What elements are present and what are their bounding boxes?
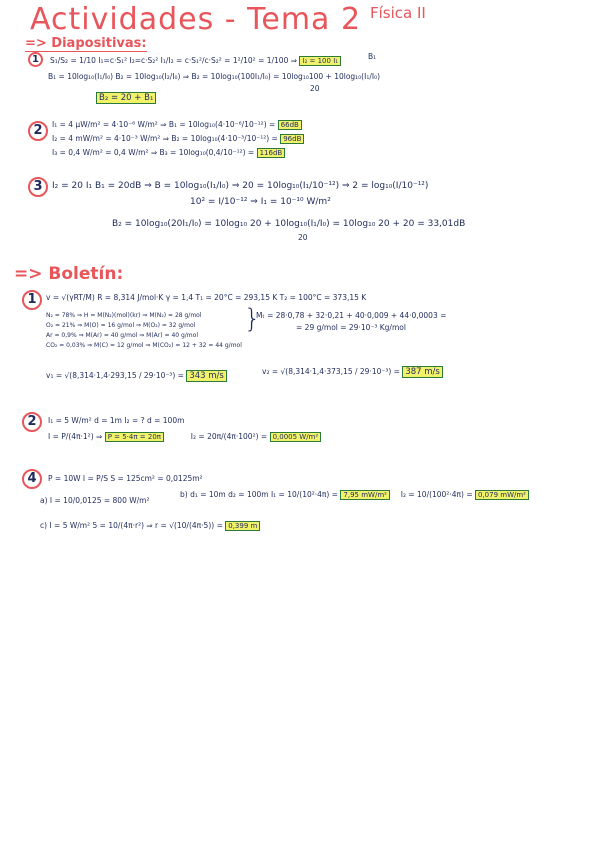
equation-line: Ar = 0,9% ⇒ M(Ar) = 40 g/mol ⇒ M(Ar) = 40 g/mol	[46, 332, 198, 339]
equation-line: O₂ = 21% ⇒ M(O) = 16 g/mol ⇒ M(O₂) = 32 g/mol	[46, 322, 196, 329]
answer-box: 387 m/s	[402, 366, 443, 378]
equation-line: b) d₁ = 10m d₂ = 100m I₁ = 10/(10²·4π) = 7,95 mW/m² I₂ = 10/(100²·4π) = 0,079 mW/m²	[180, 490, 529, 499]
brace-icon: }	[244, 304, 261, 334]
equation-line: Mₜ = 28·0,78 + 32·0,21 + 40·0,009 + 44·0,0003 =	[256, 311, 447, 320]
equation-sub: 20	[310, 84, 320, 93]
problem-number: 3	[28, 177, 48, 197]
note: B₁	[368, 52, 377, 61]
equation-line: B₁ = 10log₁₀(I₁/I₀) B₂ = 10log₁₀(I₂/I₀) ⇒ B₂ = 10log₁₀(100I₁/I₀) = 10log₁₀100 + 10log₁₀(I₁/I₀)	[48, 72, 380, 81]
equation-line: 10² = I/10⁻¹² ⇒ I₁ = 10⁻¹⁰ W/m²	[190, 197, 331, 207]
equation-line: I = P/(4π·1²) ⇒ P = 5·4π = 20π I₂ = 20π/(4π·100²) = 0,0005 W/m²	[48, 432, 321, 441]
equation-line: I₁ = 5 W/m² d = 1m I₂ = ? d = 100m	[48, 416, 185, 425]
section-diapositivas: => Diapositivas:	[25, 36, 147, 51]
problem-number: 1	[22, 290, 42, 310]
problem-number: 4	[22, 469, 42, 489]
answer-box: I₂ = 100 I₁	[299, 56, 341, 66]
equation-sub: 20	[298, 233, 308, 242]
answer-box: B₂ = 20 + B₁	[96, 92, 156, 104]
answer-box: 116dB	[257, 148, 286, 158]
answer-box: 7,95 mW/m²	[340, 490, 390, 500]
equation-line: a) I = 10/0,0125 = 800 W/m²	[40, 496, 150, 505]
problem-number: 1	[28, 52, 43, 67]
equation-line: v₁ = √(8,314·1,4·293,15 / 29·10⁻³) = 343 m/s	[46, 371, 227, 381]
section-boletin: => Boletín:	[14, 264, 124, 284]
answer-box: 343 m/s	[186, 370, 227, 382]
equation-line: v = √(γRT/M) R = 8,314 J/mol·K γ = 1,4 T₁ = 20°C = 293,15 K T₂ = 100°C = 373,15 K	[46, 293, 367, 302]
subject-label: Física II	[370, 4, 426, 22]
answer-box: 0,079 mW/m²	[475, 490, 529, 500]
page-title: Actividades - Tema 2	[30, 2, 362, 37]
equation-line: I₂ = 4 mW/m² = 4·10⁻³ W/m² ⇒ B₂ = 10log₁₀(4·10⁻³/10⁻¹²) = 96dB	[52, 134, 304, 143]
equation-line: S₁/S₂ = 1/10 I₁=c·S₁² I₂=c·S₂² I₁/I₂ = c·S₁²/c·S₂² = 1²/10² = 1/100 ⇒ I₂ = 100 I₁	[50, 56, 341, 65]
equation-line: v₂ = √(8,314·1,4·373,15 / 29·10⁻³) = 387 m/s	[262, 367, 443, 377]
problem-number: 2	[22, 412, 42, 432]
answer-box: P = 5·4π = 20π	[105, 432, 164, 442]
equation-line: I₃ = 0,4 W/m² = 0,4 W/m² ⇒ B₃ = 10log₁₀(0,4/10⁻¹²) = 116dB	[52, 148, 285, 157]
answer-box: 0,0005 W/m²	[270, 432, 322, 442]
equation-line: I₁ = 4 μW/m² = 4·10⁻⁶ W/m² ⇒ B₁ = 10log₁₀(4·10⁻⁶/10⁻¹²) = 66dB	[52, 120, 302, 129]
equation-line: = 29 g/mol = 29·10⁻³ Kg/mol	[296, 323, 406, 332]
answer-box: 0,399 m	[225, 521, 260, 531]
problem-number: 2	[28, 121, 48, 141]
equation-line: P = 10W I = P/S S = 125cm² = 0,0125m²	[48, 474, 203, 483]
equation-line: B₂ = 10log₁₀(20I₁/I₀) = 10log₁₀ 20 + 10log₁₀(I₁/I₀) = 10log₁₀ 20 + 20 = 33,01dB	[112, 219, 466, 229]
equation-line: I₂ = 20 I₁ B₁ = 20dB ⇒ B = 10log₁₀(I₁/I₀) ⇒ 20 = 10log₁₀(I₁/10⁻¹²) ⇒ 2 = log₁₀(I/10⁻¹²)	[52, 181, 429, 191]
answer-box: 66dB	[278, 120, 302, 130]
equation-line: N₂ = 78% ⇒ H = M(N₂)(mol)(kr) ⇒ M(N₂) = 28 g/mol	[46, 312, 202, 319]
answer-box: 96dB	[280, 134, 304, 144]
equation-line: c) I = 5 W/m² 5 = 10/(4π·r²) ⇒ r = √(10/(4π·5)) = 0,399 m	[40, 521, 260, 530]
equation-line: CO₂ = 0,03% ⇒ M(C) = 12 g/mol ⇒ M(CO₂) = 12 + 32 = 44 g/mol	[46, 342, 242, 349]
